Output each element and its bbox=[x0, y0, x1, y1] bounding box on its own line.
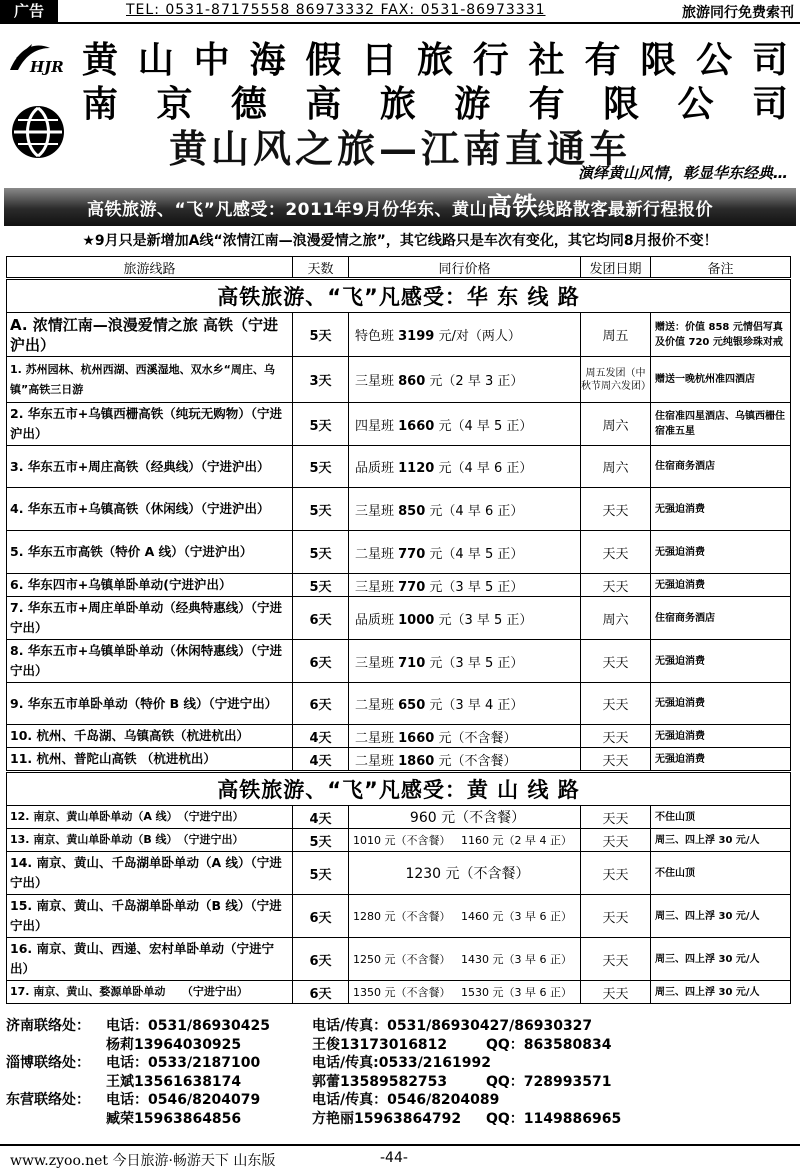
price-cell: 1230 元（不含餐） bbox=[349, 852, 581, 895]
date-cell: 天天 bbox=[581, 531, 651, 574]
days-cell: 5天 bbox=[293, 574, 349, 597]
office-fax: 电话/传真：0531/86930427/86930327 bbox=[312, 1018, 593, 1034]
date-cell: 周六 bbox=[581, 446, 651, 488]
contact-row-dongying-people bbox=[6, 1108, 796, 1127]
footer bbox=[0, 1144, 800, 1169]
date-cell: 天天 bbox=[581, 574, 651, 597]
days-cell: 6天 bbox=[293, 597, 349, 640]
ad-label: 广告 bbox=[0, 0, 58, 22]
date-cell: 周六 bbox=[581, 597, 651, 640]
note-cell: 周三、四上浮 30 元/人 bbox=[651, 829, 791, 852]
days-cell: 4天 bbox=[293, 748, 349, 772]
price-cell: 1350 元（不含餐） 1530 元（3 早 6 正） bbox=[349, 981, 581, 1004]
office-phone: 电话：0531/86930425 bbox=[106, 1018, 271, 1034]
contact-qq: QQ：1149886965 bbox=[486, 1110, 622, 1127]
table-row bbox=[7, 806, 791, 829]
price-cell: 三星班 710 元（3 早 5 正） bbox=[349, 640, 581, 683]
table-row bbox=[7, 446, 791, 488]
col-header-price: 同行价格 bbox=[349, 257, 581, 279]
col-header-date: 发团日期 bbox=[581, 257, 651, 279]
table-row bbox=[7, 403, 791, 446]
route-cell: 1. 苏州园林、杭州西湖、西溪湿地、双水乡“周庄、乌镇”高铁三日游 bbox=[7, 357, 293, 403]
days-cell: 3天 bbox=[293, 357, 349, 403]
contact-row-zibo-people bbox=[6, 1071, 796, 1090]
note-cell: 无强迫消费 bbox=[651, 640, 791, 683]
route-cell: 13. 南京、黄山单卧单动（B 线） （宁进宁出） bbox=[7, 829, 293, 852]
date-cell: 天天 bbox=[581, 938, 651, 981]
days-cell: 6天 bbox=[293, 981, 349, 1004]
note-cell: 周三、四上浮 30 元/人 bbox=[651, 981, 791, 1004]
company-name-nanjing: 南 京 德 高 旅 游 有 限 公 司 bbox=[82, 83, 788, 125]
note-cell: 不住山顶 bbox=[651, 852, 791, 895]
days-cell: 5天 bbox=[293, 313, 349, 357]
route-cell: 15. 南京、黄山、千岛湖单卧单动（B 线）（宁进宁出） bbox=[7, 895, 293, 938]
contact-person: 王俊13173016812 bbox=[312, 1036, 448, 1053]
table-row bbox=[7, 531, 791, 574]
table-row bbox=[7, 938, 791, 981]
top-strip bbox=[0, 0, 800, 24]
table-row bbox=[7, 488, 791, 531]
table-row bbox=[7, 640, 791, 683]
office-fax: 电话/传真：0546/8204089 bbox=[312, 1092, 500, 1109]
note-cell: 无强迫消费 bbox=[651, 748, 791, 772]
note-cell: 住宿商务酒店 bbox=[651, 597, 791, 640]
days-cell: 6天 bbox=[293, 683, 349, 725]
date-cell: 天天 bbox=[581, 852, 651, 895]
contact-qq: QQ：728993571 bbox=[486, 1073, 612, 1090]
col-header-days: 天数 bbox=[293, 257, 349, 279]
contact-row-jinan bbox=[6, 1015, 796, 1034]
price-cell: 品质班 1120 元（4 早 6 正） bbox=[349, 446, 581, 488]
note-cell: 无强迫消费 bbox=[651, 683, 791, 725]
slogan: 演绎黄山风情，彰显华东经典… bbox=[577, 164, 788, 182]
table-row bbox=[7, 313, 791, 357]
date-cell: 天天 bbox=[581, 683, 651, 725]
days-cell: 5天 bbox=[293, 446, 349, 488]
price-cell: 1250 元（不含餐） 1430 元（3 早 6 正） bbox=[349, 938, 581, 981]
office-phone: 电话：0533/2187100 bbox=[106, 1055, 261, 1072]
date-cell: 天天 bbox=[581, 640, 651, 683]
price-cell: 特色班 3199 元/对（两人） bbox=[349, 313, 581, 357]
date-cell: 天天 bbox=[581, 725, 651, 748]
section-huangshan: 高铁旅游、“飞”凡感受：黄 山 线 路 bbox=[7, 772, 791, 806]
route-cell: 11. 杭州、普陀山高铁 （杭进杭出） bbox=[7, 748, 293, 772]
route-cell: 2. 华东五市+乌镇西栅高铁（纯玩无购物）（宁进沪出） bbox=[7, 403, 293, 446]
price-cell: 1010 元（不含餐） 1160 元（2 早 4 正） bbox=[349, 829, 581, 852]
table-row bbox=[7, 725, 791, 748]
contact-qq: QQ：863580834 bbox=[486, 1036, 612, 1053]
days-cell: 4天 bbox=[293, 725, 349, 748]
route-cell: 12. 南京、黄山单卧单动（A 线） （宁进宁出） bbox=[7, 806, 293, 829]
note-cell: 无强迫消费 bbox=[651, 725, 791, 748]
date-cell: 周六 bbox=[581, 403, 651, 446]
date-cell: 天天 bbox=[581, 488, 651, 531]
footer-publication: www.zyoo.net 今日旅游·畅游天下 山东版 bbox=[10, 1153, 276, 1169]
price-table bbox=[6, 256, 790, 1004]
table-header-row bbox=[7, 257, 791, 279]
route-cell: 3. 华东五市+周庄高铁（经典线）（宁进沪出） bbox=[7, 446, 293, 488]
table-row bbox=[7, 683, 791, 725]
days-cell: 5天 bbox=[293, 829, 349, 852]
price-cell: 三星班 860 元（2 早 3 正） bbox=[349, 357, 581, 403]
table-row bbox=[7, 895, 791, 938]
office-fax: 电话/传真:0533/2161992 bbox=[312, 1055, 491, 1072]
office-phone: 电话：0546/8204079 bbox=[106, 1092, 261, 1109]
days-cell: 6天 bbox=[293, 640, 349, 683]
route-cell: 4. 华东五市+乌镇高铁（休闲线）（宁进沪出） bbox=[7, 488, 293, 531]
days-cell: 4天 bbox=[293, 806, 349, 829]
note-cell: 赠送一晚杭州准四酒店 bbox=[651, 357, 791, 403]
price-cell: 二星班 770 元（4 早 5 正） bbox=[349, 531, 581, 574]
note-cell: 住宿商务酒店 bbox=[651, 446, 791, 488]
date-cell: 天天 bbox=[581, 895, 651, 938]
contact-row-dongying bbox=[6, 1089, 796, 1108]
note-cell: 赠送：价值 858 元情侣写真及价值 720 元纯银珍珠对戒 bbox=[651, 313, 791, 357]
col-header-note: 备注 bbox=[651, 257, 791, 279]
route-cell: 14. 南京、黄山、千岛湖单卧单动（A 线）（宁进宁出） bbox=[7, 852, 293, 895]
route-cell: 7. 华东五市+周庄单卧单动（经典特惠线）（宁进宁出） bbox=[7, 597, 293, 640]
contact-row-zibo bbox=[6, 1052, 796, 1071]
route-cell: 6. 华东四市+乌镇单卧单动(宁进沪出） bbox=[7, 574, 293, 597]
promo-banner: 高铁旅游、“飞”凡感受：2011年9月份华东、黄山高铁线路散客最新行程报价 bbox=[4, 188, 796, 226]
route-cell: 9. 华东五市单卧单动（特价 B 线）（宁进宁出） bbox=[7, 683, 293, 725]
table-row bbox=[7, 748, 791, 772]
date-cell: 天天 bbox=[581, 981, 651, 1004]
price-cell: 三星班 770 元（3 早 5 正） bbox=[349, 574, 581, 597]
days-cell: 6天 bbox=[293, 938, 349, 981]
price-cell: 三星班 850 元（4 早 6 正） bbox=[349, 488, 581, 531]
table-row bbox=[7, 574, 791, 597]
free-request-note: 旅游同行免费索刊 bbox=[682, 5, 794, 21]
office-label: 济南联络处： bbox=[6, 1018, 90, 1034]
date-cell: 周五发团（中秋节周六发团） bbox=[581, 357, 651, 403]
table-row bbox=[7, 597, 791, 640]
days-cell: 6天 bbox=[293, 895, 349, 938]
route-cell: 17. 南京、黄山、婺源单卧单动 （宁进宁出） bbox=[7, 981, 293, 1004]
note-cell: 无强迫消费 bbox=[651, 574, 791, 597]
contact-person: 臧荣15963864856 bbox=[106, 1110, 242, 1127]
route-cell: 10. 杭州、千岛湖、乌镇高铁（杭进杭出） bbox=[7, 725, 293, 748]
hjr-logo-icon bbox=[6, 40, 68, 76]
route-cell: 16. 南京、黄山、西递、宏村单卧单动（宁进宁出） bbox=[7, 938, 293, 981]
col-header-route: 旅游线路 bbox=[7, 257, 293, 279]
update-notice: ★9月只是新增加A线“浓情江南—浪漫爱情之旅”，其它线路只是车次有变化，其它均同8月报价不变！ bbox=[82, 233, 718, 249]
contact-offices bbox=[6, 1015, 796, 1127]
price-cell: 二星班 650 元（3 早 4 正） bbox=[349, 683, 581, 725]
price-cell: 品质班 1000 元（3 早 5 正） bbox=[349, 597, 581, 640]
price-cell: 二星班 1860 元（不含餐） bbox=[349, 748, 581, 772]
route-cell: A. 浓情江南—浪漫爱情之旅 高铁（宁进沪出） bbox=[7, 313, 293, 357]
note-cell: 住宿准四星酒店、乌镇西栅住宿准五星 bbox=[651, 403, 791, 446]
header bbox=[0, 26, 800, 186]
contact-person: 杨莉13964030925 bbox=[106, 1036, 242, 1053]
price-cell: 四星班 1660 元（4 早 5 正） bbox=[349, 403, 581, 446]
date-cell: 天天 bbox=[581, 748, 651, 772]
price-cell: 二星班 1660 元（不含餐） bbox=[349, 725, 581, 748]
contact-person: 方艳丽15963864792 bbox=[312, 1110, 462, 1127]
date-cell: 周五 bbox=[581, 313, 651, 357]
table-row bbox=[7, 357, 791, 403]
days-cell: 5天 bbox=[293, 488, 349, 531]
section-huadong: 高铁旅游、“飞”凡感受：华 东 线 路 bbox=[7, 279, 791, 313]
note-cell: 周三、四上浮 30 元/人 bbox=[651, 938, 791, 981]
route-cell: 8. 华东五市+乌镇单卧单动（休闲特惠线）（宁进宁出） bbox=[7, 640, 293, 683]
table-row bbox=[7, 981, 791, 1004]
days-cell: 5天 bbox=[293, 531, 349, 574]
price-cell: 1280 元（不含餐） 1460 元（3 早 6 正） bbox=[349, 895, 581, 938]
company-name-huangshan: 黄 山 中 海 假 日 旅 行 社 有 限 公 司 bbox=[82, 39, 788, 81]
page-number: -44- bbox=[380, 1150, 408, 1166]
days-cell: 5天 bbox=[293, 852, 349, 895]
note-cell: 不住山顶 bbox=[651, 806, 791, 829]
office-label: 淄博联络处： bbox=[6, 1055, 90, 1072]
note-cell: 周三、四上浮 30 元/人 bbox=[651, 895, 791, 938]
office-label: 东营联络处： bbox=[6, 1092, 90, 1109]
contact-person: 王斌13561638174 bbox=[106, 1073, 242, 1090]
note-cell: 无强迫消费 bbox=[651, 531, 791, 574]
svg-text:HJR: HJR bbox=[30, 58, 64, 76]
table-row bbox=[7, 829, 791, 852]
contact-row-jinan-people bbox=[6, 1034, 796, 1053]
brand-title: 黄山风之旅—江南直通车 bbox=[168, 126, 631, 171]
table-row bbox=[7, 852, 791, 895]
tel-fax-line: TEL: 0531-87175558 86973332 FAX: 0531-86973331 bbox=[126, 2, 546, 18]
date-cell: 天天 bbox=[581, 806, 651, 829]
contact-person: 郭蕾13589582753 bbox=[312, 1073, 448, 1090]
route-cell: 5. 华东五市高铁（特价 A 线）（宁进沪出） bbox=[7, 531, 293, 574]
date-cell: 天天 bbox=[581, 829, 651, 852]
days-cell: 5天 bbox=[293, 403, 349, 446]
price-cell: 960 元（不含餐） bbox=[349, 806, 581, 829]
note-cell: 无强迫消费 bbox=[651, 488, 791, 531]
